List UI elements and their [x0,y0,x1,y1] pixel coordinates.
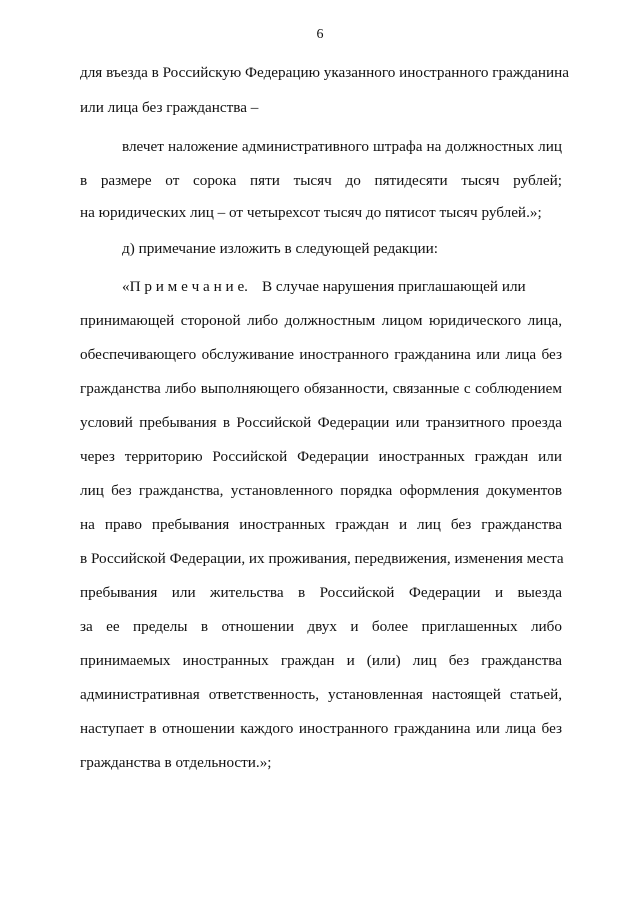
note-heading: «П р и м е ч а н и е. [122,278,248,295]
text-line: влечет наложение административного штрафа на должностных лиц [122,138,562,155]
text-line: в Российской Федерации, их проживания, передвижения, изменения места [80,550,564,567]
page-number: 6 [316,27,324,42]
text-line: гражданства либо выполняющего обязанности, связанные с соблюдением [80,380,562,397]
text-line: за ее пределы в отношении двух и более приглашенных либо [80,618,562,635]
text-line: на право пребывания иностранных граждан и лиц без гражданства [80,516,562,533]
text-line: д) примечание изложить в следующей редакции: [122,240,438,257]
text-line: гражданства в отдельности.»; [80,754,272,771]
text-line: принимающей стороной либо должностным лицом юридического лица, [80,312,562,329]
text-line: лиц без гражданства, установленного порядка оформления документов [80,482,562,499]
text-line: обеспечивающего обслуживание иностранного гражданина или лица без [80,346,562,363]
text-line: пребывания или жительства в Российской Федерации и выезда [80,584,562,601]
text-line: или лица без гражданства – [80,99,259,116]
note-line [122,278,562,296]
text-line: административная ответственность, установленная настоящей статьей, [80,686,562,703]
note-line-text: В случае нарушения приглашающей или [261,278,526,295]
text-line: через территорию Российской Федерации иностранных граждан или [80,448,562,465]
text-line: в размере от сорока пяти тысяч до пятидесяти тысяч рублей; [80,172,562,189]
text-line: принимаемых иностранных граждан и (или) лиц без гражданства [80,652,562,669]
text-line: наступает в отношении каждого иностранного гражданина или лица без [80,720,562,737]
text-line: на юридических лиц – от четырехсот тысяч до пятисот тысяч рублей.»; [80,204,542,221]
text-line: для въезда в Российскую Федерацию указанного иностранного гражданина [80,64,569,81]
text-line: условий пребывания в Российской Федерации или транзитного проезда [80,414,562,431]
